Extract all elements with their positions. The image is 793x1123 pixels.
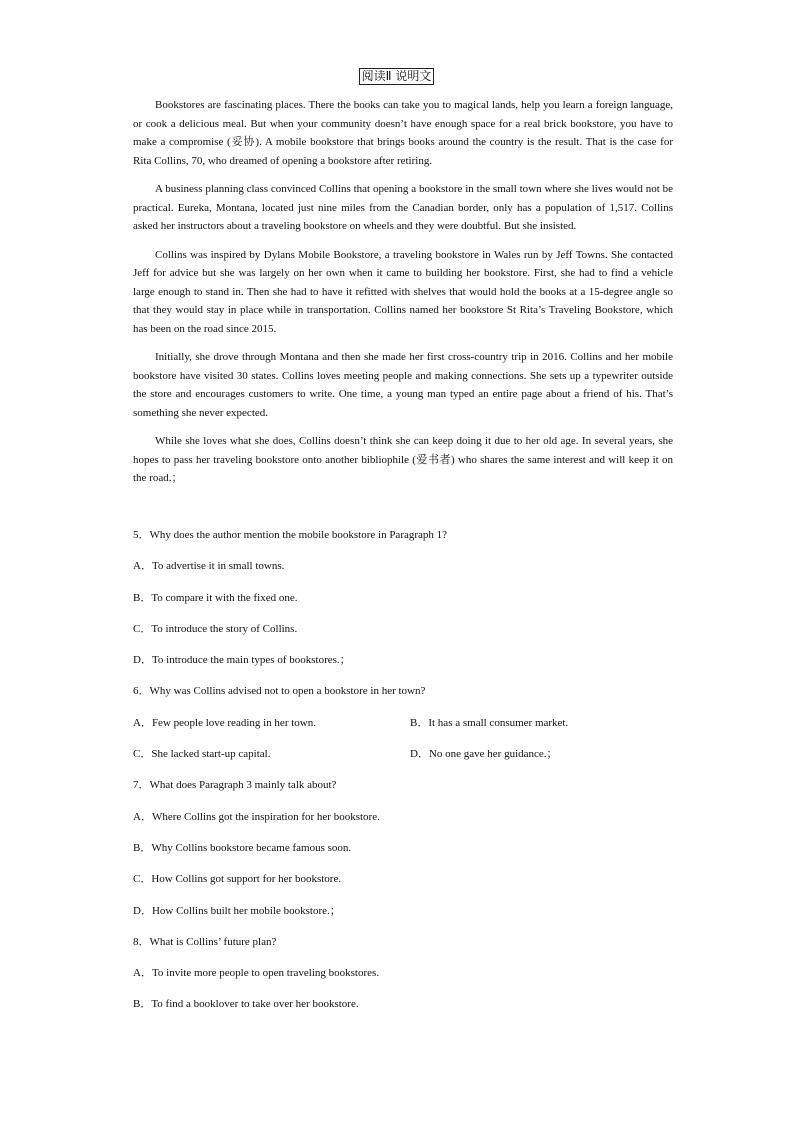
passage-paragraph-4: Initially, she drove through Montana and then she made her first cross-country trip in 2016. Collins and her mobile bookstore have visited 30 states. Collins loves meeting people and making connections. She sets up a typewriter outside the store and encourages customers to write. One time, a young man typed an entire page about a friend of his. That’s something she never expected. — [133, 351, 673, 419]
question-6-option-c: C．She lacked start-up capital. — [133, 748, 271, 761]
reading-passage — [133, 96, 673, 498]
question-5-option-a: A．To advertise it in small towns. — [133, 560, 285, 573]
question-7-option-a: A．Where Collins got the inspiration for her bookstore. — [133, 810, 380, 823]
question-8-stem: 8．What is Collins’ future plan? — [133, 935, 277, 948]
question-5-option-c: C．To introduce the story of Collins. — [133, 622, 298, 635]
question-8-option-a: A．To invite more people to open traveling bookstores. — [133, 967, 380, 980]
question-6-row-2 — [133, 745, 673, 776]
question-7-option-b: B．Why Collins bookstore became famous soon. — [133, 841, 352, 854]
question-6-row-1 — [133, 714, 673, 745]
question-7-option-d: D．How Collins built her mobile bookstore.； — [133, 904, 341, 917]
title-area — [0, 67, 793, 85]
passage-paragraph-2: A business planning class convinced Collins that opening a bookstore in the small town where she lives would not be practical. Eureka, Montana, located just nine miles from the Canadian border, only has a population of 1,517. Collins asked her instructors about a traveling bookstore on wheels and they were doubtful. But she insisted. — [133, 183, 673, 232]
question-6-option-b: B．It has a small consumer market. — [410, 716, 569, 729]
question-5-option-b: B．To compare it with the fixed one. — [133, 591, 298, 604]
question-7-option-c: C．How Collins got support for her bookstore. — [133, 873, 342, 886]
questions-section — [133, 526, 673, 1027]
question-6-option-a: A．Few people love reading in her town. — [133, 716, 316, 729]
passage-paragraph-3: Collins was inspired by Dylans Mobile Bookstore, a traveling bookstore in Wales run by Jeff Towns. She contacted Jeff for advice but she was largely on her own when it came to building her bookstore. First, she had to find a vehicle large enough to stand in. Then she had to have it refitted with shelves that would hold the books at a 15-degree angle so that they would stay in place while in transportation. Collins named her bookstore St Rita’s Traveling Bookstore, which has been on the road since 2015. — [133, 248, 673, 335]
question-5-option-d: D．To introduce the main types of bookstores.； — [133, 654, 351, 667]
question-6-option-d: D．No one gave her guidance.； — [410, 748, 558, 761]
section-title: 阅读Ⅱ 说明文 — [359, 68, 435, 85]
passage-paragraph-1: Bookstores are fascinating places. There the books can take you to magical lands, help you learn a foreign language, or cook a delicious meal. But when your community doesn’t have enough space for a real brick bookstore, you have to make a compromise (妥协). A mobile bookstore that brings books around the country is the result. That is the case for Rita Collins, 70, who dreamed of opening a bookstore after retiring. — [133, 99, 673, 167]
question-5-stem: 5．Why does the author mention the mobile bookstore in Paragraph 1? — [133, 529, 448, 541]
passage-paragraph-5: While she loves what she does, Collins doesn’t think she can keep doing it due to her old age. In several years, she hopes to pass her traveling bookstore onto another bibliophile (爱书者) who shares the same interest and will keep it on the road.； — [133, 435, 673, 484]
question-7-stem: 7．What does Paragraph 3 mainly talk about? — [133, 779, 337, 792]
question-8-option-b: B．To find a booklover to take over her bookstore. — [133, 998, 359, 1011]
question-6-stem: 6．Why was Collins advised not to open a bookstore in her town? — [133, 685, 426, 698]
